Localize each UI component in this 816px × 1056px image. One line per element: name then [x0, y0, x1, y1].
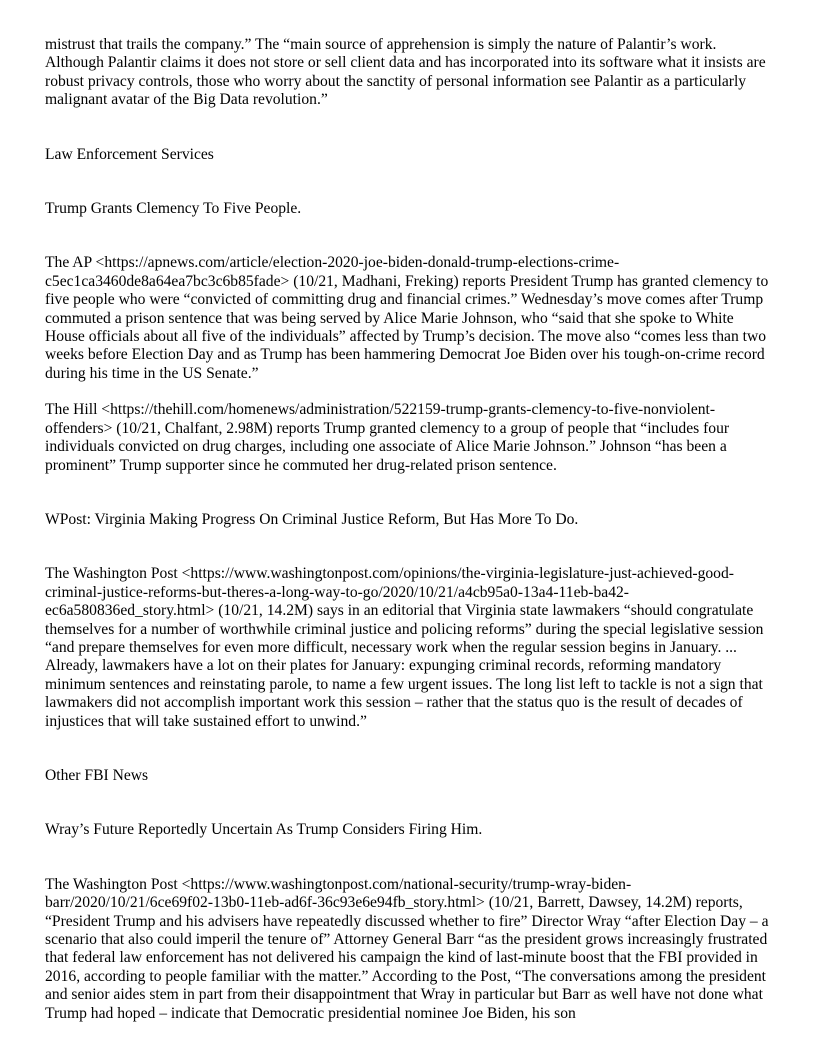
headline-clemency: Trump Grants Clemency To Five People. — [45, 200, 302, 218]
paragraph-hill: The Hill <https://thehill.com/homenews/administration/522159-trump-grants-clemency-to-five-nonviolent-offenders> (10/21, Chalfant, 2.98M) reports Trump granted clemency to a group of people that “includes four individuals convicted on drug charges, including one associate of Alice Marie Johnson.” Johnson “has been a prominent” Trump supporter since he commuted her drug-related prison sentence. — [45, 401, 730, 474]
section-heading-other-fbi: Other FBI News — [45, 766, 149, 784]
headline-wray: Wray’s Future Reportedly Uncertain As Trump Considers Firing Him. — [45, 821, 483, 839]
headline-virginia: WPost: Virginia Making Progress On Criminal Justice Reform, But Has More To Do. — [45, 510, 579, 528]
paragraph-ap: The AP <https://apnews.com/article/election-2020-joe-biden-donald-trump-elections-crime-c5ec1ca3460de8a64ea7bc3c6b85fade> (10/21, Madhani, Freking) reports President Trump has granted clemency to five people who were “convicted of committing drug and financial crimes.” Wednesday’s move comes after Trump commuted a prison sentence that was being served by Alice Marie Johnson, who “said that she spoke to White House officials about all five of the individuals” affected by Trump’s decision. The move also “comes less than two weeks before Election Day and as Trump has been hammering Democrat Joe Biden over his tough-on-crime record during his time in the US Senate.” — [45, 254, 769, 382]
intro-paragraph: mistrust that trails the company.” The “main source of apprehension is simply the nature of Palantir’s work. Although Palantir claims it does not store or sell client data and has incorporated into its software what it insists are robust privacy controls, those who worry about the sanctity of personal information see Palantir as a particularly malignant avatar of the Big Data revolution.” — [45, 36, 766, 109]
document-page — [45, 36, 775, 1023]
paragraph-wapo-virginia: The Washington Post <https://www.washingtonpost.com/opinions/the-virginia-legislature-just-achieved-good-criminal-justice-reforms-but-theres-a-long-way-to-go/2020/10/21/a4cb95a0-13a4-11eb-ba42-ec6a580836ed_story.html> (10/21, 14.2M) says in an editorial that Virginia state lawmakers “should congratulate themselves for a number of worthwhile criminal justice and policing reforms” during the special legislative session “and prepare themselves for even more difficult, necessary work when the regular session begins in January. ... Already, lawmakers have a lot on their plates for January: expunging criminal records, reforming mandatory minimum sentences and reinstating parole, to name a few urgent issues. The long list left to tackle is not a sign that lawmakers did not accomplish important work this session – rather that the status quo is the result of decades of injustices that will take sustained effort to unwind.” — [45, 565, 764, 730]
paragraph-wapo-wray: The Washington Post <https://www.washingtonpost.com/national-security/trump-wray-biden-barr/2020/10/21/6ce69f02-13b0-11eb-ad6f-36c93e6e94fb_story.html> (10/21, Barrett, Dawsey, 14.2M) reports, “President Trump and his advisers have repeatedly discussed whether to fire” Director Wray “after Election Day – a scenario that also could imperil the tenure of” Attorney General Barr “as the president grows increasingly frustrated that federal law enforcement has not delivered his campaign the kind of last-minute boost that the FBI provided in 2016, according to people familiar with the matter.” According to the Post, “The conversations among the president and senior aides stem in part from their disappointment that Wray in particular but Barr as well have not done what Trump had hoped – indicate that Democratic presidential nominee Joe Biden, his son — [45, 875, 769, 1022]
section-heading-law-enforcement: Law Enforcement Services — [45, 145, 214, 163]
